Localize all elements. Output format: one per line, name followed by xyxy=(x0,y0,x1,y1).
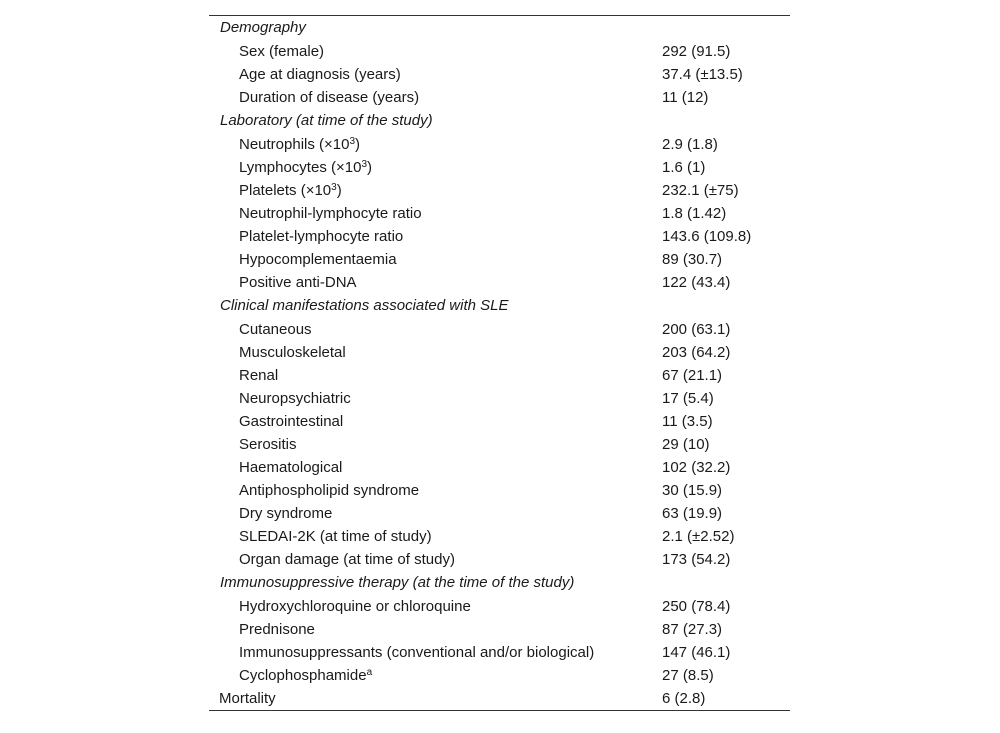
row-label: Cyclophosphamide$^a$ xyxy=(239,667,373,684)
row-label: SLEDAI-2K (at time of study) xyxy=(239,528,432,545)
row-value: 89 (30.7) xyxy=(662,251,723,268)
table-row xyxy=(209,456,790,479)
table-row xyxy=(209,341,790,364)
row-label: Renal xyxy=(239,367,279,384)
table-row xyxy=(209,202,790,225)
data-table xyxy=(209,15,790,711)
superscript: 3 xyxy=(331,182,337,193)
row-value: 292 (91.5) xyxy=(662,43,731,60)
table-row xyxy=(209,248,790,271)
section-header-therapy xyxy=(209,571,790,595)
table-row xyxy=(209,548,790,571)
table-row xyxy=(209,225,790,248)
table-row xyxy=(209,318,790,341)
table-row xyxy=(209,641,790,664)
row-label: Duration of disease (years) xyxy=(239,89,420,106)
row-value: 203 (64.2) xyxy=(662,344,731,361)
row-value: 87 (27.3) xyxy=(662,621,723,638)
row-label: Gastrointestinal xyxy=(239,413,344,430)
row-label: Neutrophil-lymphocyte ratio xyxy=(239,205,422,222)
row-label: Platelet-lymphocyte ratio xyxy=(239,228,404,245)
row-label: Hypocomplementaemia xyxy=(239,251,397,268)
superscript: 3 xyxy=(361,159,367,170)
section-header-clinical xyxy=(209,294,790,318)
table-row xyxy=(209,664,790,687)
row-value: 232.1 (±75) xyxy=(662,182,739,199)
section-title: Immunosuppressive therapy (at the time of the study) xyxy=(220,574,575,591)
row-value: 30 (15.9) xyxy=(662,482,723,499)
section-title: Demography xyxy=(220,19,306,36)
table-row-mortality xyxy=(209,687,790,710)
row-value: 1.6 (1) xyxy=(662,159,706,176)
row-value: 67 (21.1) xyxy=(662,367,723,384)
row-value: 11 (3.5) xyxy=(662,413,713,430)
table-row xyxy=(209,433,790,456)
row-value: 2.9 (1.8) xyxy=(662,136,718,153)
row-value: 37.4 (±13.5) xyxy=(662,66,743,83)
row-value: 200 (63.1) xyxy=(662,321,731,338)
section-header-demography xyxy=(209,16,790,40)
row-label: Neutrophils $(\times 10^3)$ xyxy=(239,136,361,153)
row-label: Platelets $(\times 10^3)$ xyxy=(239,182,342,199)
row-value: 17 (5.4) xyxy=(662,390,714,407)
table-row xyxy=(209,387,790,410)
section-header-laboratory xyxy=(209,109,790,133)
row-label: Immunosuppressants (conventional and/or biological) xyxy=(239,644,595,661)
table-row xyxy=(209,271,790,294)
table-row xyxy=(209,502,790,525)
row-value: 27 (8.5) xyxy=(662,667,714,684)
row-label: Dry syndrome xyxy=(239,505,333,522)
row-label: Mortality xyxy=(219,690,276,707)
row-label: Prednisone xyxy=(239,621,315,638)
table-row xyxy=(209,133,790,156)
row-value: 143.6 (109.8) xyxy=(662,228,752,245)
row-value: 29 (10) xyxy=(662,436,710,453)
row-label: Musculoskeletal xyxy=(239,344,346,361)
row-label: Cutaneous xyxy=(239,321,312,338)
row-value: 102 (32.2) xyxy=(662,459,731,476)
section-title: Clinical manifestations associated with SLE xyxy=(220,297,509,314)
row-value: 11 (12) xyxy=(662,89,709,106)
row-label: Neuropsychiatric xyxy=(239,390,351,407)
table-row xyxy=(209,156,790,179)
table-row xyxy=(209,595,790,618)
row-value: 147 (46.1) xyxy=(662,644,731,661)
superscript: 3 xyxy=(349,136,356,147)
row-label: Hydroxychloroquine or chloroquine xyxy=(239,598,471,615)
table-row xyxy=(209,63,790,86)
table-row xyxy=(209,364,790,387)
section-title: Laboratory (at time of the study) xyxy=(220,112,433,129)
row-value: 63 (19.9) xyxy=(662,505,723,522)
row-value: 2.1 (±2.52) xyxy=(662,528,735,545)
table-row xyxy=(209,40,790,63)
table-row xyxy=(209,525,790,548)
row-label: Haematological xyxy=(239,459,343,476)
table-row xyxy=(209,479,790,502)
row-value: 173 (54.2) xyxy=(662,551,731,568)
row-value: 250 (78.4) xyxy=(662,598,731,615)
row-value: 1.8 (1.42) xyxy=(662,205,727,222)
row-label: Lymphocytes $(\times 10^3)$ xyxy=(239,159,372,176)
row-value: 6 (2.8) xyxy=(662,690,706,707)
row-label: Antiphospholipid syndrome xyxy=(239,482,420,499)
row-label: Age at diagnosis (years) xyxy=(239,66,401,83)
row-label: Positive anti-DNA xyxy=(239,274,357,291)
row-label: Sex (female) xyxy=(239,43,325,60)
table-row xyxy=(209,86,790,109)
row-label: Organ damage (at time of study) xyxy=(239,551,455,568)
table-row xyxy=(209,410,790,433)
row-label: Serositis xyxy=(239,436,297,453)
table-row xyxy=(209,618,790,641)
footnote-marker: a xyxy=(366,667,373,678)
table-row xyxy=(209,179,790,202)
row-value: 122 (43.4) xyxy=(662,274,731,291)
